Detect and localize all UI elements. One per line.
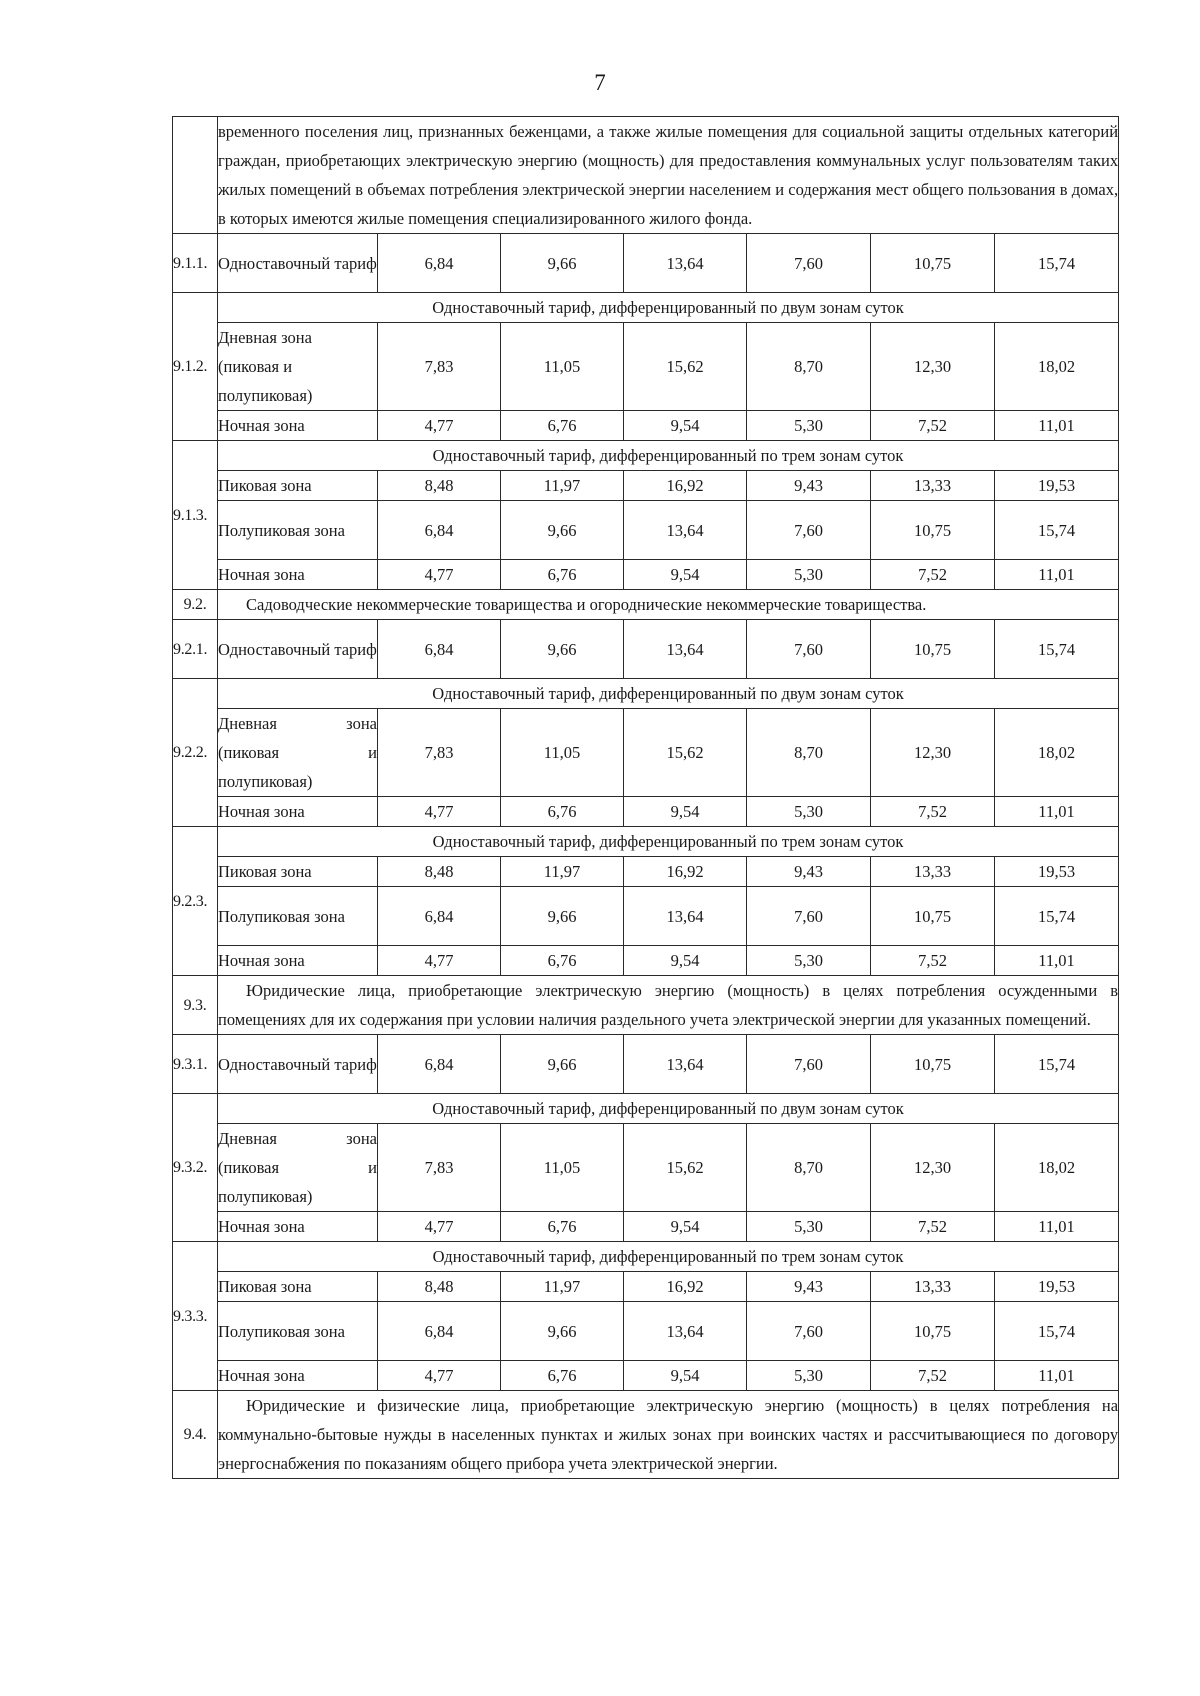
table-row — [173, 501, 1119, 560]
value-cell: 11,01 — [995, 411, 1119, 441]
subheader: Одноставочный тариф, дифференцированный по трем зонам суток — [218, 827, 1119, 857]
value-cell: 13,33 — [871, 857, 995, 887]
value-cell: 9,54 — [624, 1361, 747, 1391]
value-cell: 8,70 — [747, 709, 871, 797]
value-cell: 15,62 — [624, 709, 747, 797]
value-cell: 7,60 — [747, 620, 871, 679]
table-row — [173, 1094, 1119, 1124]
value-cell: 10,75 — [871, 887, 995, 946]
value-cell: 6,84 — [378, 1302, 501, 1361]
table-row — [173, 471, 1119, 501]
value-cell: 6,76 — [501, 411, 624, 441]
zone-label: Ночная зона — [218, 411, 378, 441]
value-cell: 11,01 — [995, 797, 1119, 827]
value-cell: 9,66 — [501, 1302, 624, 1361]
intro-text: временного поселения лиц, признанных беженцами, а также жилые помещения для социальной защиты отдельных категорий граждан, приобретающих электрическую энергию (мощность) для предоставления коммунальных услуг пользователям таких жилых помещений в объемах потребления электрической энергии населением и содержания мест общего пользования в домах, в которых имеются жилые помещения специализированного жилого фонда. — [218, 117, 1119, 234]
zone-label: Одноставочный тариф — [218, 1035, 378, 1094]
row-number: 9.1.2. — [173, 293, 218, 441]
value-cell: 15,74 — [995, 1302, 1119, 1361]
value-cell: 9,54 — [624, 1212, 747, 1242]
value-cell: 7,52 — [871, 797, 995, 827]
value-cell: 19,53 — [995, 857, 1119, 887]
value-cell: 8,48 — [378, 471, 501, 501]
row-number: 9.1.3. — [173, 441, 218, 590]
value-cell: 7,52 — [871, 946, 995, 976]
value-cell: 12,30 — [871, 1124, 995, 1212]
page-number: 7 — [594, 70, 606, 95]
value-cell: 9,66 — [501, 1035, 624, 1094]
value-cell: 11,05 — [501, 709, 624, 797]
value-cell: 15,74 — [995, 234, 1119, 293]
value-cell: 12,30 — [871, 709, 995, 797]
value-cell: 13,64 — [624, 1302, 747, 1361]
value-cell: 7,60 — [747, 887, 871, 946]
value-cell: 9,66 — [501, 887, 624, 946]
value-cell: 6,76 — [501, 1212, 624, 1242]
row-number: 9.3.1. — [173, 1035, 218, 1094]
table-row — [173, 234, 1119, 293]
value-cell: 8,70 — [747, 1124, 871, 1212]
value-cell: 7,52 — [871, 411, 995, 441]
table-row — [173, 441, 1119, 471]
subheader: Одноставочный тариф, дифференцированный по двум зонам суток — [218, 293, 1119, 323]
value-cell: 7,60 — [747, 1302, 871, 1361]
value-cell: 8,48 — [378, 857, 501, 887]
zone-label: Пиковая зона — [218, 1272, 378, 1302]
value-cell: 15,74 — [995, 1035, 1119, 1094]
subheader: Одноставочный тариф, дифференцированный по трем зонам суток — [218, 1242, 1119, 1272]
value-cell: 10,75 — [871, 620, 995, 679]
value-cell: 6,84 — [378, 1035, 501, 1094]
value-cell: 10,75 — [871, 1302, 995, 1361]
zone-label: Полупиковая зона — [218, 501, 378, 560]
subheader: Одноставочный тариф, дифференцированный по двум зонам суток — [218, 1094, 1119, 1124]
zone-label: Одноставочный тариф — [218, 234, 378, 293]
table-row — [173, 679, 1119, 709]
value-cell: 11,97 — [501, 857, 624, 887]
zone-label: Ночная зона — [218, 797, 378, 827]
value-cell: 6,84 — [378, 501, 501, 560]
zone-label: Пиковая зона — [218, 857, 378, 887]
value-cell: 4,77 — [378, 797, 501, 827]
value-cell: 7,52 — [871, 560, 995, 590]
value-cell: 11,97 — [501, 471, 624, 501]
table-row — [173, 323, 1119, 411]
value-cell: 18,02 — [995, 323, 1119, 411]
table-row — [173, 827, 1119, 857]
value-cell: 9,43 — [747, 471, 871, 501]
table-row — [173, 411, 1119, 441]
value-cell: 9,54 — [624, 560, 747, 590]
value-cell: 9,54 — [624, 797, 747, 827]
table-row — [173, 946, 1119, 976]
value-cell: 13,33 — [871, 471, 995, 501]
value-cell: 6,76 — [501, 797, 624, 827]
value-cell: 15,74 — [995, 501, 1119, 560]
tariff-table — [172, 116, 1119, 1479]
value-cell: 11,01 — [995, 1212, 1119, 1242]
zone-label: Дневная зона (пиковая и полупиковая) — [218, 709, 378, 797]
value-cell: 4,77 — [378, 946, 501, 976]
row-number: 9.2.1. — [173, 620, 218, 679]
table-row — [173, 293, 1119, 323]
value-cell: 6,84 — [378, 620, 501, 679]
section-text: Садоводческие некоммерческие товарищества и огороднические некоммерческие товарищества. — [218, 590, 1119, 620]
value-cell: 4,77 — [378, 1212, 501, 1242]
value-cell: 5,30 — [747, 797, 871, 827]
zone-label: Полупиковая зона — [218, 1302, 378, 1361]
zone-label: Ночная зона — [218, 1361, 378, 1391]
value-cell: 18,02 — [995, 1124, 1119, 1212]
value-cell: 9,66 — [501, 234, 624, 293]
value-cell: 6,76 — [501, 1361, 624, 1391]
value-cell: 7,60 — [747, 1035, 871, 1094]
value-cell: 8,48 — [378, 1272, 501, 1302]
value-cell: 12,30 — [871, 323, 995, 411]
table-row — [173, 1124, 1119, 1212]
table-row — [173, 857, 1119, 887]
value-cell: 18,02 — [995, 709, 1119, 797]
row-number: 9.3.2. — [173, 1094, 218, 1242]
table-row — [173, 887, 1119, 946]
table-row — [173, 1272, 1119, 1302]
value-cell: 8,70 — [747, 323, 871, 411]
value-cell: 5,30 — [747, 1361, 871, 1391]
table-row — [173, 620, 1119, 679]
zone-label: Дневная зона (пиковая и полупиковая) — [218, 323, 378, 411]
value-cell: 9,66 — [501, 620, 624, 679]
section-text: Юридические лица, приобретающие электрическую энергию (мощность) в целях потребления осужденными в помещениях для их содержания при условии наличия раздельного учета электрической энергии для указанных помещений. — [218, 976, 1119, 1035]
value-cell: 13,64 — [624, 620, 747, 679]
value-cell: 13,64 — [624, 501, 747, 560]
zone-label: Ночная зона — [218, 560, 378, 590]
table-row — [173, 590, 1119, 620]
zone-label: Полупиковая зона — [218, 887, 378, 946]
value-cell: 4,77 — [378, 1361, 501, 1391]
row-number: 9.3.3. — [173, 1242, 218, 1391]
value-cell: 7,83 — [378, 1124, 501, 1212]
value-cell: 9,43 — [747, 857, 871, 887]
zone-label: Ночная зона — [218, 946, 378, 976]
row-number: 9.2.3. — [173, 827, 218, 976]
subheader: Одноставочный тариф, дифференцированный по двум зонам суток — [218, 679, 1119, 709]
value-cell: 9,54 — [624, 411, 747, 441]
value-cell: 10,75 — [871, 234, 995, 293]
value-cell: 11,01 — [995, 560, 1119, 590]
value-cell: 15,62 — [624, 1124, 747, 1212]
value-cell: 5,30 — [747, 411, 871, 441]
value-cell: 10,75 — [871, 1035, 995, 1094]
table-row — [173, 117, 1119, 234]
table-row — [173, 1242, 1119, 1272]
value-cell: 7,83 — [378, 323, 501, 411]
value-cell: 13,64 — [624, 1035, 747, 1094]
table-row — [173, 1212, 1119, 1242]
zone-label: Пиковая зона — [218, 471, 378, 501]
value-cell: 11,01 — [995, 946, 1119, 976]
value-cell: 11,05 — [501, 1124, 624, 1212]
value-cell: 4,77 — [378, 411, 501, 441]
value-cell: 9,66 — [501, 501, 624, 560]
table-row — [173, 1302, 1119, 1361]
value-cell: 13,64 — [624, 887, 747, 946]
value-cell: 11,97 — [501, 1272, 624, 1302]
table-row — [173, 1391, 1119, 1479]
zone-label: Дневная зона (пиковая и полупиковая) — [218, 1124, 378, 1212]
zone-label: Одноставочный тариф — [218, 620, 378, 679]
table-row — [173, 1035, 1119, 1094]
value-cell: 7,52 — [871, 1212, 995, 1242]
value-cell: 11,01 — [995, 1361, 1119, 1391]
value-cell: 13,64 — [624, 234, 747, 293]
value-cell: 9,43 — [747, 1272, 871, 1302]
value-cell: 6,84 — [378, 887, 501, 946]
row-number: 9.1.1. — [173, 234, 218, 293]
value-cell: 5,30 — [747, 560, 871, 590]
value-cell: 16,92 — [624, 471, 747, 501]
value-cell: 16,92 — [624, 857, 747, 887]
section-text: Юридические и физические лица, приобретающие электрическую энергию (мощность) в целях потребления на коммунально-бытовые нужды в населенных пунктах и жилых зонах при воинских частях и рассчитывающиеся по договору энергоснабжения по показаниям общего прибора учета электрической энергии. — [218, 1391, 1119, 1479]
value-cell: 15,74 — [995, 620, 1119, 679]
value-cell: 4,77 — [378, 560, 501, 590]
value-cell: 7,60 — [747, 501, 871, 560]
table-row — [173, 976, 1119, 1035]
value-cell: 6,76 — [501, 946, 624, 976]
subheader: Одноставочный тариф, дифференцированный по трем зонам суток — [218, 441, 1119, 471]
value-cell: 6,76 — [501, 560, 624, 590]
table-row — [173, 560, 1119, 590]
value-cell: 13,33 — [871, 1272, 995, 1302]
value-cell: 5,30 — [747, 1212, 871, 1242]
value-cell: 7,60 — [747, 234, 871, 293]
value-cell: 19,53 — [995, 471, 1119, 501]
value-cell: 10,75 — [871, 501, 995, 560]
value-cell: 15,74 — [995, 887, 1119, 946]
row-number: 9.3. — [173, 976, 218, 1035]
value-cell: 7,52 — [871, 1361, 995, 1391]
value-cell: 15,62 — [624, 323, 747, 411]
row-number: 9.2.2. — [173, 679, 218, 827]
value-cell: 16,92 — [624, 1272, 747, 1302]
value-cell: 5,30 — [747, 946, 871, 976]
value-cell: 6,84 — [378, 234, 501, 293]
table-row — [173, 797, 1119, 827]
value-cell: 9,54 — [624, 946, 747, 976]
value-cell: 7,83 — [378, 709, 501, 797]
value-cell: 11,05 — [501, 323, 624, 411]
table-row — [173, 1361, 1119, 1391]
zone-label: Ночная зона — [218, 1212, 378, 1242]
value-cell: 19,53 — [995, 1272, 1119, 1302]
table-row — [173, 709, 1119, 797]
row-number: 9.2. — [173, 590, 218, 620]
row-number: 9.4. — [173, 1391, 218, 1479]
row-number-cell — [173, 117, 218, 234]
